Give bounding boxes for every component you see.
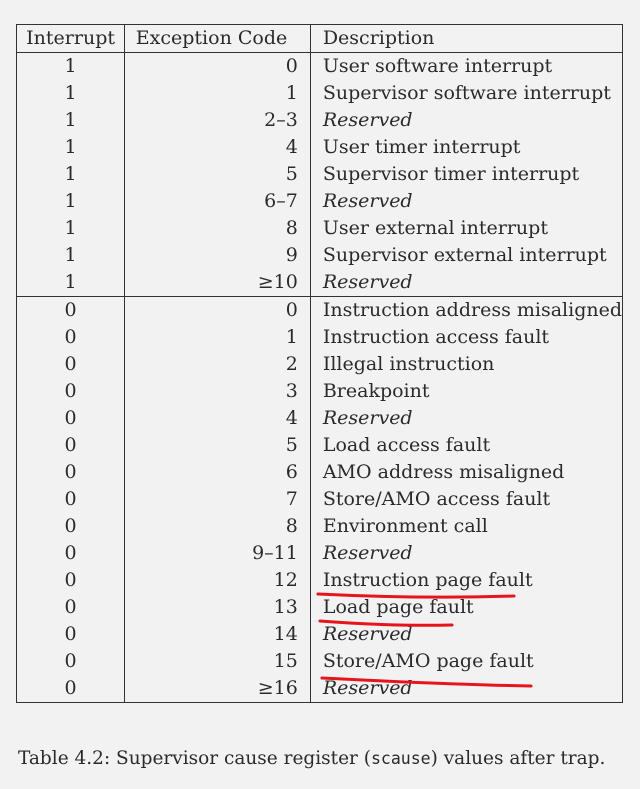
table-row <box>17 351 623 378</box>
cell-interrupt: 0 <box>17 405 125 432</box>
cell-interrupt: 0 <box>17 594 125 621</box>
table-row <box>17 242 623 269</box>
scause-table-container <box>16 24 623 703</box>
cell-description: Supervisor external interrupt <box>322 244 607 266</box>
table-header-row <box>17 25 623 53</box>
cell-interrupt: 0 <box>17 567 125 594</box>
cell-description: Instruction address misaligned <box>322 299 622 321</box>
cell-exception-code: 0 <box>125 297 311 325</box>
cell-exception-code: 2 <box>125 351 311 378</box>
header-interrupt: Interrupt <box>17 25 125 53</box>
cell-description: Reserved <box>322 542 413 564</box>
cell-exception-code: 6 <box>125 459 311 486</box>
caption-prefix: Table 4.2: Supervisor cause register ( <box>18 748 371 769</box>
cell-exception-code: ≥16 <box>125 675 311 703</box>
table-row <box>17 80 623 107</box>
cell-description: Reserved <box>322 190 413 212</box>
table-row <box>17 405 623 432</box>
cell-interrupt: 0 <box>17 540 125 567</box>
header-description: Description <box>310 25 622 53</box>
cell-description: Load access fault <box>322 434 491 456</box>
cell-interrupt: 0 <box>17 513 125 540</box>
table-row <box>17 540 623 567</box>
cell-interrupt: 1 <box>17 161 125 188</box>
cell-description: Store/AMO page fault <box>322 650 534 672</box>
table-row <box>17 134 623 161</box>
exception-rows-group <box>17 297 623 703</box>
cell-description: Reserved <box>322 407 413 429</box>
cell-interrupt: 0 <box>17 486 125 513</box>
cell-exception-code: 8 <box>125 513 311 540</box>
cell-interrupt: 0 <box>17 324 125 351</box>
cell-exception-code: 5 <box>125 161 311 188</box>
cell-description: Reserved <box>322 109 413 131</box>
cell-exception-code: 5 <box>125 432 311 459</box>
cell-interrupt: 1 <box>17 107 125 134</box>
table-row <box>17 621 623 648</box>
table-row <box>17 297 623 325</box>
cell-description: Reserved <box>322 623 413 645</box>
cell-exception-code: 6–7 <box>125 188 311 215</box>
cell-description: Supervisor software interrupt <box>322 82 611 104</box>
cell-description: User external interrupt <box>322 217 548 239</box>
cell-exception-code: 4 <box>125 405 311 432</box>
table-row <box>17 188 623 215</box>
cell-interrupt: 1 <box>17 269 125 297</box>
caption-register-name: scause <box>371 749 431 768</box>
cell-interrupt: 0 <box>17 432 125 459</box>
scause-table <box>16 24 623 703</box>
table-row <box>17 378 623 405</box>
cell-description: Supervisor timer interrupt <box>322 163 580 185</box>
table-row <box>17 107 623 134</box>
cell-description: User software interrupt <box>322 55 553 77</box>
table-row <box>17 675 623 703</box>
cell-interrupt: 0 <box>17 351 125 378</box>
cell-description: Load page fault <box>322 596 474 618</box>
table-row <box>17 594 623 621</box>
cell-interrupt: 0 <box>17 459 125 486</box>
cell-exception-code: 7 <box>125 486 311 513</box>
cell-interrupt: 1 <box>17 80 125 107</box>
cell-description: Breakpoint <box>322 380 430 402</box>
cell-description: Store/AMO access fault <box>322 488 551 510</box>
cell-exception-code: 15 <box>125 648 311 675</box>
cell-interrupt: 0 <box>17 675 125 703</box>
cell-exception-code: 1 <box>125 80 311 107</box>
table-row <box>17 53 623 81</box>
cell-exception-code: 9–11 <box>125 540 311 567</box>
cell-exception-code: 8 <box>125 215 311 242</box>
cell-description: AMO address misaligned <box>322 461 565 483</box>
table-row <box>17 513 623 540</box>
cell-description: User timer interrupt <box>322 136 521 158</box>
cell-description: Instruction access fault <box>322 326 550 348</box>
cell-description: Environment call <box>322 515 488 537</box>
cell-interrupt: 1 <box>17 134 125 161</box>
table-row <box>17 486 623 513</box>
table-row <box>17 215 623 242</box>
cell-exception-code: ≥10 <box>125 269 311 297</box>
cell-exception-code: 0 <box>125 53 311 81</box>
table-row <box>17 648 623 675</box>
cell-exception-code: 12 <box>125 567 311 594</box>
interrupt-rows-group <box>17 53 623 297</box>
table-row <box>17 324 623 351</box>
cell-interrupt: 0 <box>17 648 125 675</box>
cell-description: Illegal instruction <box>322 353 495 375</box>
header-exception-code: Exception Code <box>125 25 311 53</box>
cell-exception-code: 4 <box>125 134 311 161</box>
table-caption <box>18 748 605 769</box>
cell-interrupt: 1 <box>17 188 125 215</box>
cell-interrupt: 1 <box>17 53 125 81</box>
cell-description: Reserved <box>322 677 413 699</box>
table-row <box>17 269 623 297</box>
caption-suffix: ) values after trap. <box>430 748 606 769</box>
cell-exception-code: 2–3 <box>125 107 311 134</box>
table-row <box>17 161 623 188</box>
table-row <box>17 459 623 486</box>
cell-exception-code: 1 <box>125 324 311 351</box>
cell-exception-code: 3 <box>125 378 311 405</box>
cell-exception-code: 13 <box>125 594 311 621</box>
cell-interrupt: 1 <box>17 242 125 269</box>
cell-interrupt: 1 <box>17 215 125 242</box>
table-row <box>17 567 623 594</box>
cell-description: Reserved <box>310 269 622 297</box>
table-row <box>17 432 623 459</box>
cell-interrupt: 0 <box>17 621 125 648</box>
cell-exception-code: 9 <box>125 242 311 269</box>
cell-interrupt: 0 <box>17 378 125 405</box>
cell-interrupt: 0 <box>17 297 125 325</box>
cell-description: Instruction page fault <box>322 569 533 591</box>
cell-exception-code: 14 <box>125 621 311 648</box>
